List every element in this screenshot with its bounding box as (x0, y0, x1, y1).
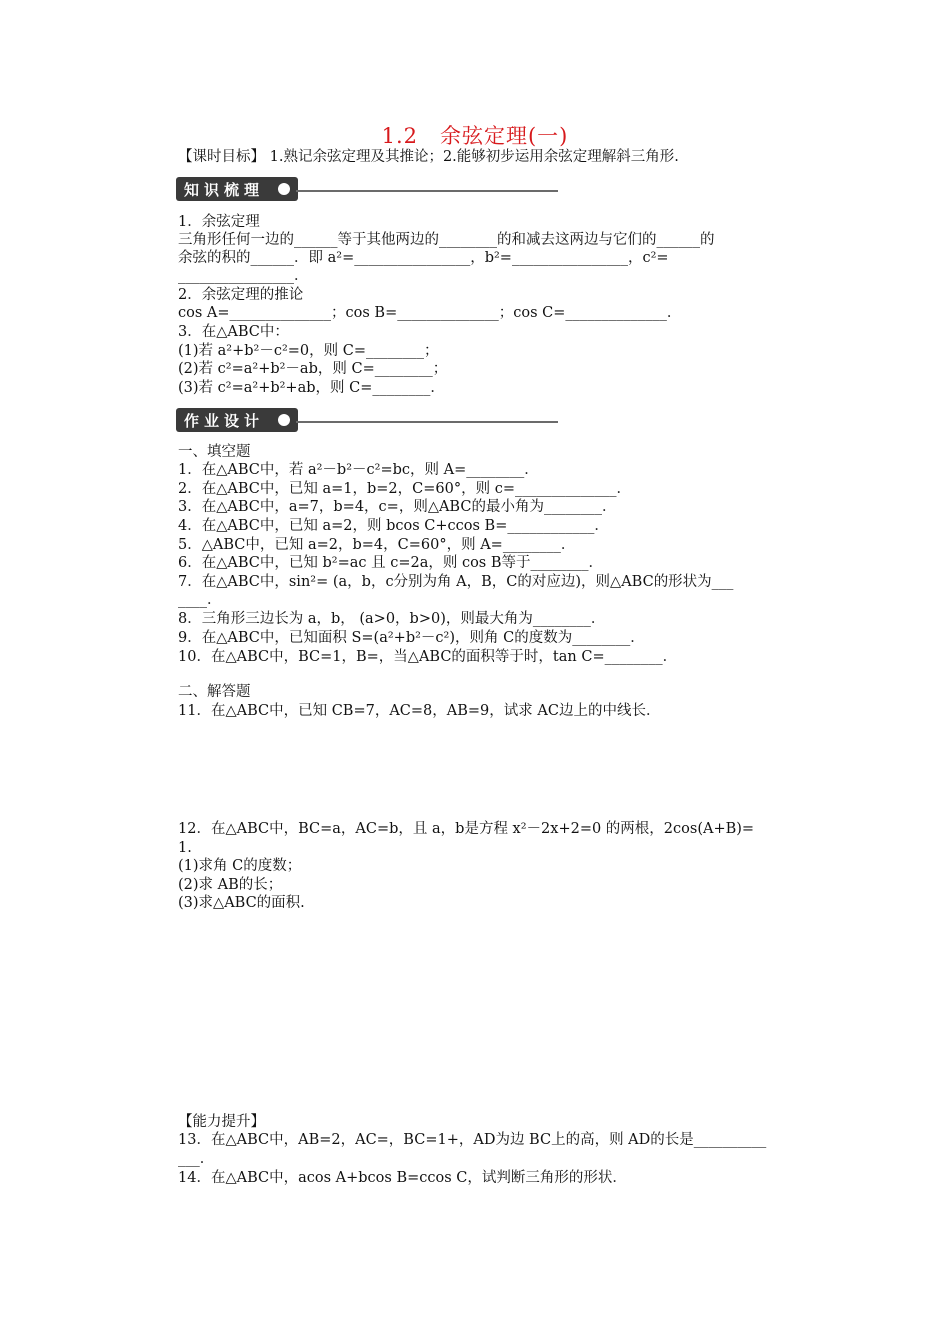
section-header-knowledge (176, 177, 298, 201)
homework-line: 5．△ABC中，已知 a=2，b=4，C=60°，则 A=________． (178, 537, 576, 553)
homework-line: 6．在△ABC中，已知 b²=ac 且 c=2a，则 cos B等于________． (178, 555, 604, 571)
knowledge-line: 3．在△ABC中： (178, 324, 289, 340)
lesson-goal: 【课时目标】 1.熟记余弦定理及其推论；2.能够初步运用余弦定理解斜三角形. (178, 149, 679, 165)
question-12-line: 1. (178, 840, 192, 856)
knowledge-line: ________________． (178, 268, 309, 284)
homework-line: 3．在△ABC中，a=7，b=4，c=，则△ABC的最小角为________． (178, 499, 617, 515)
question-11: 11．在△ABC中，已知 CB=7，AC=8，AB=9，试求 AC边上的中线长． (178, 703, 661, 719)
knowledge-line: cos A=______________；cos B=______________；cos C=______________． (178, 305, 682, 321)
question-12-line: (2)求 AB的长； (178, 877, 283, 893)
homework-line: 4．在△ABC中，已知 a=2，则 bcos C+ccos B=____________． (178, 518, 609, 534)
section-header-homework (176, 408, 298, 432)
homework-line: 1．在△ABC中，若 a²－b²－c²=bc，则 A=________． (178, 462, 539, 478)
homework-line: ____． (178, 592, 222, 608)
ability-line: 14．在△ABC中，acos A+bcos B=ccos C，试判断三角形的形状． (178, 1170, 627, 1186)
ability-header: 【能力提升】 (178, 1114, 265, 1130)
knowledge-line: 三角形任何一边的______等于其他两边的________的和减去这两边与它们的______的 (178, 232, 715, 248)
homework-line: 9．在△ABC中，已知面积 S=(a²+b²－c²)，则角 C的度数为________． (178, 630, 645, 646)
bullet-icon (278, 183, 290, 195)
question-12-line: (1)求角 C的度数； (178, 858, 302, 874)
ability-line: 13．在△ABC中，AB=2，AC=，BC=1+，AD为边 BC上的高，则 AD的长是__________ (178, 1132, 767, 1148)
knowledge-line: 余弦的积的______．即 a²=________________，b²=________________，c²= (178, 250, 669, 266)
section-header-label: 作业设计 (184, 412, 265, 430)
answer-section-header: 二、解答题 (178, 684, 251, 700)
homework-line: 7．在△ABC中，sin²= (a，b，c分别为角 A，B，C的对应边)，则△ABC的形状为___ (178, 574, 734, 590)
knowledge-line: 2．余弦定理的推论 (178, 287, 304, 303)
bullet-icon (278, 414, 290, 426)
section-header-label: 知识梳理 (184, 181, 265, 199)
knowledge-line: (3)若 c²=a²+b²+ab，则 C=________． (178, 380, 445, 396)
knowledge-line: (2)若 c²=a²+b²－ab，则 C=________； (178, 361, 448, 377)
homework-line: 2．在△ABC中，已知 a=1，b=2，C=60°，则 c=______________． (178, 481, 631, 497)
section-divider (296, 421, 558, 423)
homework-line: 10．在△ABC中，BC=1，B=，当△ABC的面积等于时，tan C=________． (178, 649, 678, 665)
page-title: 1.2 余弦定理(一) (381, 124, 569, 148)
section-divider (296, 190, 558, 192)
homework-line: 一、填空题 (178, 444, 251, 460)
knowledge-line: 1．余弦定理 (178, 214, 260, 230)
question-12-line: 12．在△ABC中，BC=a，AC=b，且 a，b是方程 x²－2x+2=0 的两根，2cos(A+B)= (178, 821, 755, 837)
homework-line: 8．三角形三边长为 a，b， (a>0，b>0)，则最大角为________． (178, 611, 606, 627)
ability-line: ___． (178, 1151, 215, 1167)
knowledge-line: (1)若 a²+b²－c²=0，则 C=________； (178, 343, 439, 359)
question-12-line: (3)求△ABC的面积. (178, 895, 305, 911)
